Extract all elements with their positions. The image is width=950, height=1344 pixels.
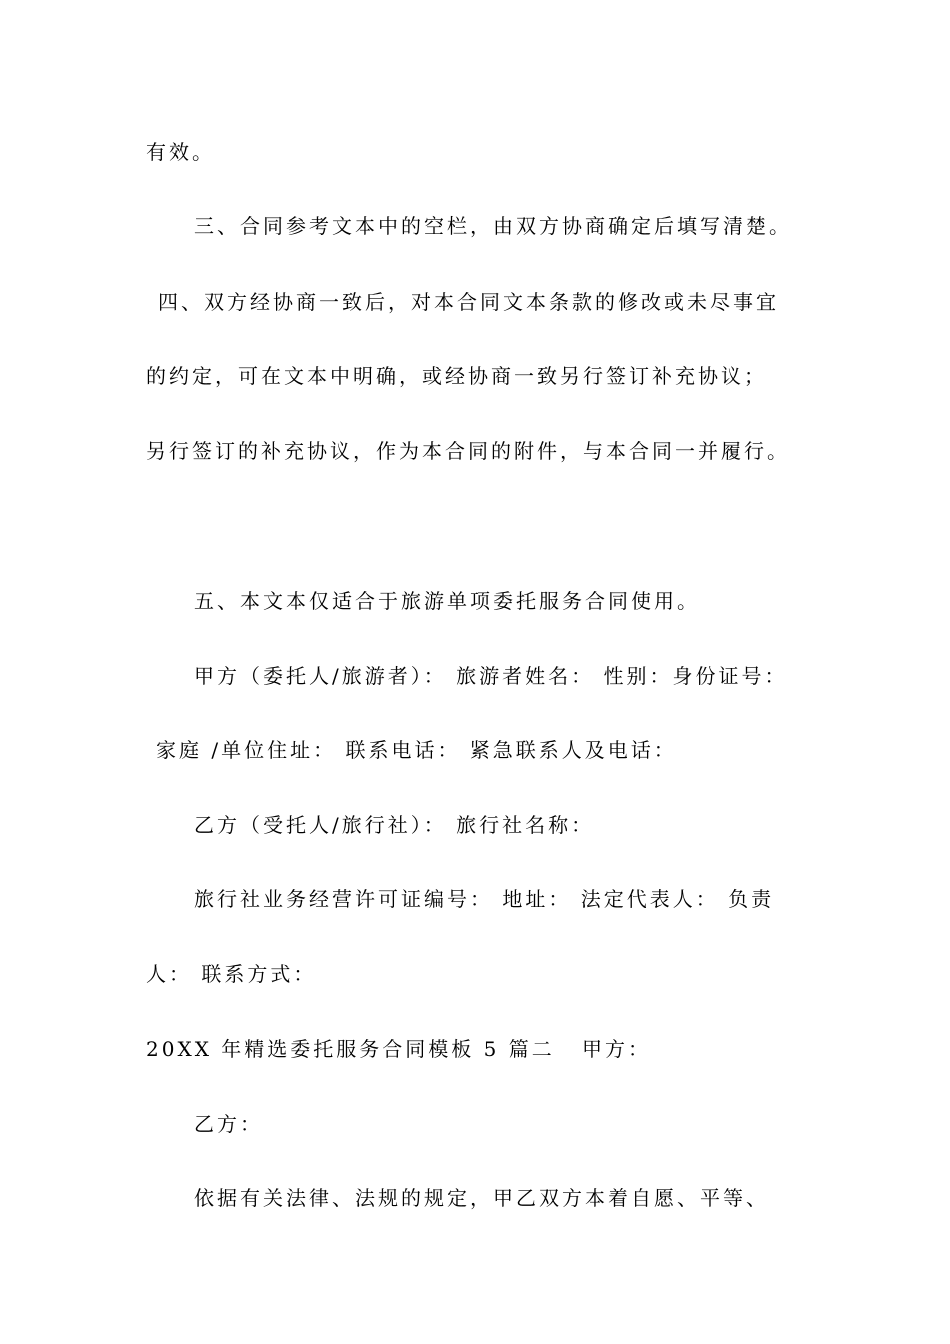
text-line-9: 乙方（受托人/旅行社）： 旅行社名称： — [194, 813, 595, 837]
party-a-label: 甲方： — [582, 1037, 651, 1061]
text-line-11: 人： 联系方式： — [146, 962, 317, 986]
text-line-8: 家庭 /单位住址： 联系电话： 紧急联系人及电话： — [156, 738, 677, 762]
text-line-7: 甲方（委托人/旅游者）： 旅游者姓名： 性别：身份证号： — [194, 664, 788, 688]
section-heading: 20XX 年精选委托服务合同模板 5 篇二 — [146, 1037, 555, 1061]
text-line-2: 三、合同参考文本中的空栏，由双方协商确定后填写清楚。 — [194, 214, 792, 238]
text-line-5: 另行签订的补充协议，作为本合同的附件，与本合同一并履行。 — [146, 439, 790, 463]
text-line-4: 的约定，可在文本中明确，或经协商一致另行签订补充协议； — [146, 364, 767, 388]
text-line-15: 依据有关法律、法规的规定，甲乙双方本着自愿、平等、 — [194, 1186, 769, 1210]
text-line-10: 旅行社业务经营许可证编号： 地址： 法定代表人： 负责 — [194, 887, 775, 911]
text-line-3: 四、双方经协商一致后，对本合同文本条款的修改或未尽事宜 — [158, 290, 779, 314]
text-line-1: 有效。 — [146, 140, 215, 164]
party-b-label: 乙方： — [194, 1112, 263, 1136]
text-line-6: 五、本文本仅适合于旅游单项委托服务合同使用。 — [194, 589, 700, 613]
